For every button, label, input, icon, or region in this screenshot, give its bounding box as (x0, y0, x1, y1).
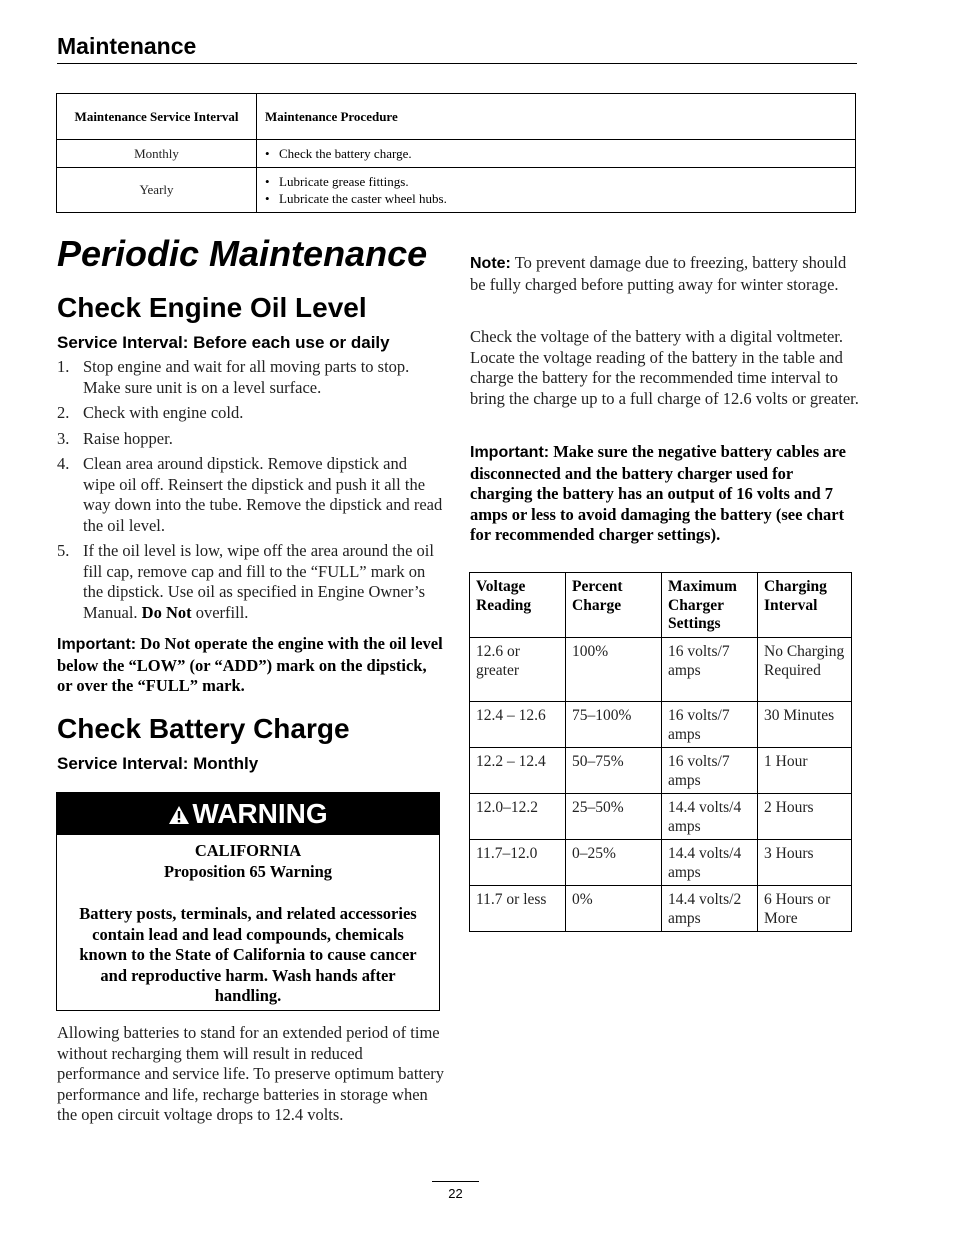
table-cell: 0% (566, 886, 662, 932)
table-row (57, 168, 856, 213)
page-title: Periodic Maintenance (57, 233, 428, 274)
table-cell: 2 Hours (758, 794, 852, 840)
section-title: Maintenance (57, 33, 197, 59)
table-row (470, 702, 852, 748)
table-cell: 0–25% (566, 840, 662, 886)
page-number: 22 (448, 1186, 463, 1201)
note-label: Note: (470, 255, 511, 272)
table-row (470, 748, 852, 794)
schedule-interval: Monthly (57, 140, 257, 168)
column-header: Voltage Reading (470, 573, 566, 638)
warning-line-california: CALIFORNIA (194, 841, 302, 860)
table-cell: 30 Minutes (758, 702, 852, 748)
schedule-procedure (257, 168, 856, 213)
table-cell: 11.7–12.0 (470, 840, 566, 886)
warning-header (57, 793, 439, 835)
table-cell: 100% (566, 638, 662, 702)
oil-heading: Check Engine Oil Level (57, 292, 367, 323)
list-item: 5. If the oil level is low, wipe off the area around the oil fill cap, remove cap and fill to the “FULL” mark on the dipstick. Use oil as specified in Engine Owner’s Manual. Do Not overfill. (57, 541, 434, 622)
column-header: Charging Interval (758, 573, 852, 638)
battery-voltage-table (469, 572, 852, 932)
column-header: Maximum Charger Settings (662, 573, 758, 638)
table-row (57, 140, 856, 168)
oil-steps-list (57, 357, 443, 628)
important-text: Make sure the negative battery cables are disconnected and the battery charger used for charging the battery has an output of 16 volts and 7 amps or less to avoid damaging the battery (see chart for recommended charger settings). (470, 442, 846, 544)
important-text: Do Not operate the engine with the oil level below the “LOW” (or “ADD”) mark on the dipstick, or over the “FULL” mark. (57, 634, 443, 695)
header-divider (57, 63, 857, 64)
schedule-procedure (257, 140, 856, 168)
table-cell: 16 volts/7 amps (662, 702, 758, 748)
table-cell: 25–50% (566, 794, 662, 840)
warning-body (67, 841, 429, 1007)
warning-title: WARNING (192, 798, 328, 829)
table-cell: 14.4 volts/4 amps (662, 794, 758, 840)
list-item: 3. Raise hopper. (57, 428, 173, 448)
storage-paragraph: Allowing batteries to stand for an extended period of time without recharging them will result in reduced performance and service life. To preserve optimum battery performance and life, recharge batteries in storage when the open circuit voltage drops to 12.4 volts. (57, 1023, 445, 1124)
table-cell: 16 volts/7 amps (662, 748, 758, 794)
table-cell: 14.4 volts/4 amps (662, 840, 758, 886)
table-cell: 1 Hour (758, 748, 852, 794)
oil-service-interval: Service Interval: Before each use or daily (57, 333, 390, 352)
table-row (470, 840, 852, 886)
list-item: 2. Check with engine cold. (57, 403, 244, 422)
procedure-item: • Check the battery charge. (265, 145, 847, 162)
table-cell: 6 Hours or More (758, 886, 852, 932)
oil-important-note (57, 634, 443, 697)
table-cell: 14.4 volts/2 amps (662, 886, 758, 932)
list-item: 1. Stop engine and wait for all moving parts to stop. Make sure unit is on a level surface. (57, 357, 410, 397)
table-row (470, 638, 852, 702)
freeze-note (470, 253, 860, 295)
table-cell: 12.2 – 12.4 (470, 748, 566, 794)
table-cell: 12.4 – 12.6 (470, 702, 566, 748)
procedure-item: • Lubricate the caster wheel hubs. (265, 190, 847, 207)
table-cell: 16 volts/7 amps (662, 638, 758, 702)
warning-box (56, 792, 440, 1011)
schedule-interval: Yearly (57, 168, 257, 213)
important-label: Important: (470, 444, 550, 461)
table-cell: 75–100% (566, 702, 662, 748)
important-label: Important: (57, 636, 137, 653)
page-number-rule (432, 1181, 479, 1182)
list-item: 4. Clean area around dipstick. Remove dipstick and wipe oil off. Reinsert the dipstick and push it all the way down into the tube. Remove the dipstick and read the oil level. (57, 454, 443, 535)
warning-line-prop65: Proposition 65 Warning (163, 861, 333, 881)
table-header-row (470, 573, 852, 638)
schedule-header-procedure: Maintenance Procedure (257, 94, 856, 140)
column-header: Percent Charge (566, 573, 662, 638)
maintenance-schedule-table (56, 93, 856, 213)
table-row (470, 794, 852, 840)
note-text: To prevent damage due to freezing, battery should be fully charged before putting away for winter storage. (470, 253, 847, 294)
procedure-item: • Lubricate grease fittings. (265, 173, 847, 190)
voltage-check-paragraph: Check the voltage of the battery with a digital voltmeter. Locate the voltage reading of the battery in the table and charge the battery for the recommended time interval to bring the charge up to a full charge of 12.6 volts or greater. (470, 327, 859, 408)
warning-text: Battery posts, terminals, and related accessories contain lead and lead compounds, chemicals known to the State of California to cause cancer and reproductive harm. Wash hands after handling. (79, 904, 417, 1005)
table-cell: 12.6 or greater (470, 638, 566, 702)
table-cell: 3 Hours (758, 840, 852, 886)
table-cell: No Charging Required (758, 638, 852, 702)
table-row (470, 886, 852, 932)
battery-important-note (470, 442, 854, 546)
battery-service-interval: Service Interval: Monthly (57, 754, 259, 773)
table-cell: 11.7 or less (470, 886, 566, 932)
schedule-header-interval: Maintenance Service Interval (57, 94, 257, 140)
warning-triangle-icon (168, 805, 190, 825)
table-cell: 12.0–12.2 (470, 794, 566, 840)
battery-heading: Check Battery Charge (57, 713, 350, 744)
table-cell: 50–75% (566, 748, 662, 794)
